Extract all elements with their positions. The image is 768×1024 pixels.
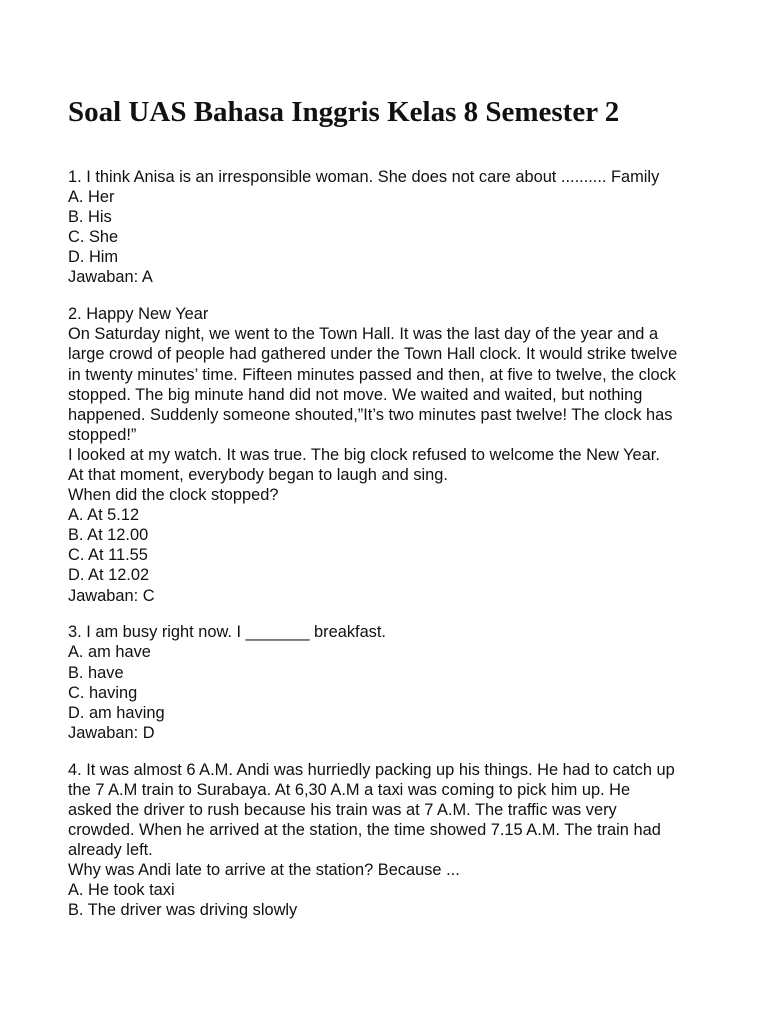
- question-2: [68, 304, 728, 605]
- section-gap: [68, 743, 728, 760]
- question-2-heading: 2. Happy New Year: [68, 305, 209, 324]
- passage-line: in twenty minutes’ time. Fifteen minutes passed and then, at five to twelve, the clock: [68, 365, 676, 384]
- passage-line: crowded. When he arrived at the station, the time showed 7.15 A.M. The train had: [68, 820, 661, 839]
- question-2-option-d: D. At 12.02: [68, 566, 150, 585]
- passage-line: the 7 A.M train to Surabaya. At 6,30 A.M a taxi was coming to pick him up. He: [68, 780, 631, 799]
- question-3: [68, 622, 728, 743]
- passage-line: stopped!”: [68, 425, 137, 444]
- page-title: Soal UAS Bahasa Inggris Kelas 8 Semester 2: [68, 96, 620, 128]
- section-gap: [68, 606, 728, 623]
- question-3-text: 3. I am busy right now. I _______ breakfast.: [68, 623, 386, 642]
- passage-line: On Saturday night, we went to the Town Hall. It was the last day of the year and a: [68, 325, 659, 344]
- section-gap: [68, 288, 728, 305]
- question-2-option-b: B. At 12.00: [68, 526, 149, 545]
- question-4: [68, 760, 728, 921]
- question-4-text: Why was Andi late to arrive at the station? Because ...: [68, 861, 460, 880]
- document-body: [68, 167, 728, 920]
- question-1-answer: Jawaban: A: [68, 268, 153, 287]
- passage-line: large crowd of people had gathered under the Town Hall clock. It would strike twelve: [68, 345, 678, 364]
- question-3-option-d: D. am having: [68, 703, 165, 722]
- question-1-option-d: D. Him: [68, 248, 119, 267]
- question-3-option-c: C. having: [68, 683, 138, 702]
- question-1-text: 1. I think Anisa is an irresponsible woman. She does not care about .......... Family: [68, 168, 660, 186]
- passage-line: asked the driver to rush because his train was at 7 A.M. The traffic was very: [68, 800, 617, 819]
- passage-line: happened. Suddenly someone shouted,”It’s two minutes past twelve! The clock has: [68, 405, 673, 424]
- question-1-option-a: A. Her: [68, 188, 115, 207]
- question-4-option-b: B. The driver was driving slowly: [68, 901, 298, 920]
- question-3-answer: Jawaban: D: [68, 723, 155, 742]
- question-2-option-a: A. At 5.12: [68, 506, 140, 525]
- question-4-option-a: A. He took taxi: [68, 881, 175, 900]
- passage-line: stopped. The big minute hand did not move. We waited and waited, but nothing: [68, 385, 643, 404]
- passage-line: At that moment, everybody began to laugh and sing.: [68, 466, 448, 484]
- question-2-option-c: C. At 11.55: [68, 546, 148, 565]
- question-1: [68, 167, 728, 288]
- question-2-answer: Jawaban: C: [68, 586, 155, 605]
- question-3-option-a: A. am have: [68, 643, 151, 662]
- question-2-text: When did the clock stopped?: [68, 486, 279, 505]
- passage-line: I looked at my watch. It was true. The big clock refused to welcome the New Year.: [68, 445, 660, 464]
- question-3-option-b: B. have: [68, 663, 124, 682]
- question-1-option-b: B. His: [68, 208, 112, 227]
- question-1-option-c: C. She: [68, 228, 119, 247]
- passage-line: 4. It was almost 6 A.M. Andi was hurriedly packing up his things. He had to catch up: [68, 760, 675, 779]
- passage-line: already left.: [68, 840, 153, 859]
